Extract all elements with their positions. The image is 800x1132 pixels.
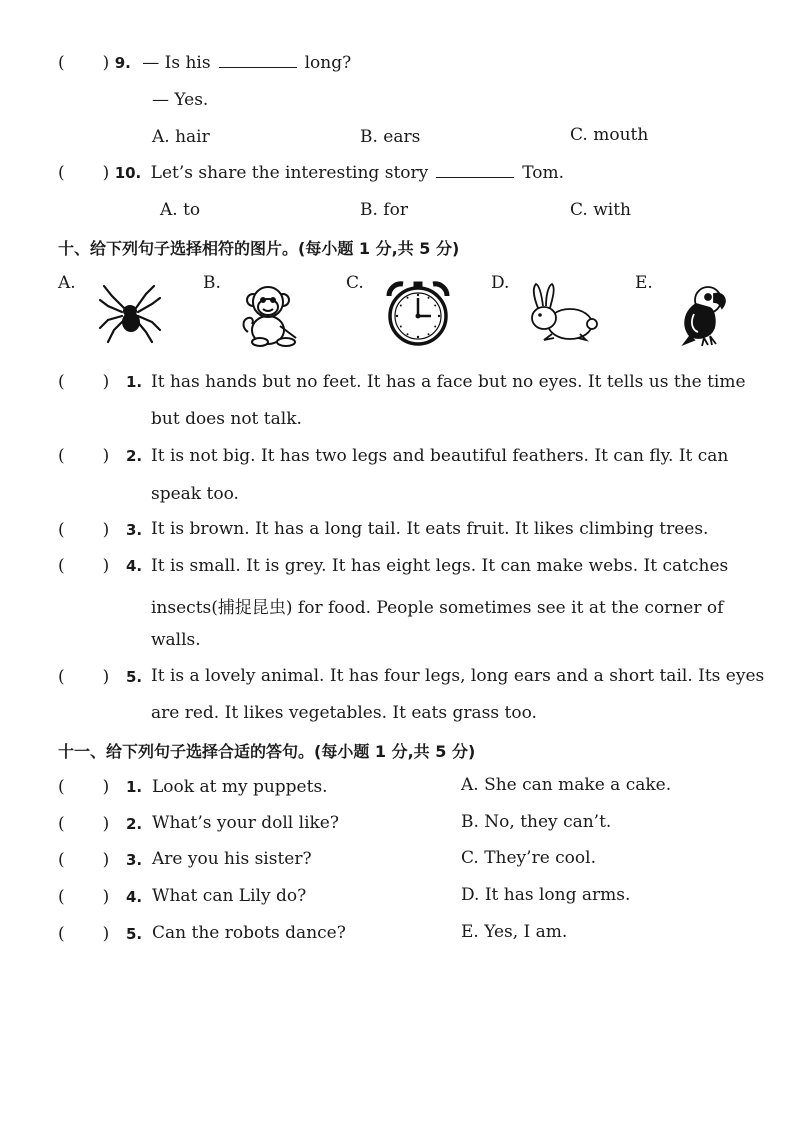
answer-paren-left[interactable]: ( — [58, 777, 65, 797]
answer-paren-left[interactable]: ( — [58, 556, 65, 576]
question-text-before: Let’s share the interesting story — [150, 163, 429, 183]
question-text: Look at my puppets. — [152, 777, 328, 797]
picture-label-e: E. — [635, 273, 653, 293]
parrot-icon — [680, 282, 730, 348]
answer-paren-left[interactable]: ( — [58, 520, 65, 540]
answer-paren-left: ( — [58, 53, 65, 73]
option-c: C. with — [570, 200, 631, 220]
item-text-line-1: It has hands but no feet. It has a face but no eyes. It tells us the time — [151, 372, 746, 392]
item-number: 4. — [126, 557, 143, 575]
question-9 — [58, 53, 351, 73]
picture-label-b: B. — [203, 273, 221, 293]
answer-paren-left[interactable]: ( — [58, 667, 65, 687]
monkey-icon — [240, 280, 306, 348]
question-text-before: — Is his — [142, 53, 211, 73]
answer-paren-left[interactable]: ( — [58, 850, 65, 870]
answer-paren-right: ) — [102, 667, 110, 687]
item-number: 2. — [126, 815, 143, 833]
question-text: What’s your doll like? — [152, 813, 339, 833]
answer-paren-left[interactable]: ( — [58, 887, 65, 907]
answer-paren-left[interactable]: ( — [58, 372, 65, 392]
question-number: 9. — [114, 54, 131, 72]
question-text: What can Lily do? — [152, 886, 307, 906]
option-c: C. mouth — [570, 125, 649, 145]
item-number: 3. — [126, 851, 143, 869]
clock-icon — [383, 280, 453, 346]
answer-option: B. No, they can’t. — [461, 812, 612, 832]
answer-blank[interactable] — [436, 163, 514, 178]
item-number: 3. — [126, 521, 143, 539]
answer-paren-right: ) — [102, 53, 110, 73]
option-a: A. hair — [152, 127, 210, 147]
answer-option: E. Yes, I am. — [461, 922, 568, 942]
answer-paren-right: ) — [102, 814, 110, 834]
option-b: B. ears — [360, 127, 421, 147]
item-number: 2. — [126, 447, 143, 465]
answer-paren-right: ) — [102, 520, 110, 540]
question-text: Are you his sister? — [152, 849, 312, 869]
answer-paren-left[interactable]: ( — [58, 446, 65, 466]
item-text-line-1: It is a lovely animal. It has four legs, long ears and a short tail. Its eyes — [151, 666, 765, 686]
question-text: Can the robots dance? — [152, 923, 346, 943]
item-text-line-1: It is small. It is grey. It has eight legs. It can make webs. It catches — [151, 556, 729, 576]
answer-paren-right: ) — [102, 850, 110, 870]
item-number: 1. — [126, 778, 143, 796]
answer-paren-right: ) — [102, 372, 110, 392]
answer-option: A. She can make a cake. — [461, 775, 672, 795]
item-text-line-2: insects(捕捉昆虫) for food. People sometimes see it at the corner of — [151, 598, 724, 618]
item-text-line-1: It is not big. It has two legs and beautiful feathers. It can fly. It can — [151, 446, 729, 466]
question-text-after: Tom. — [522, 163, 565, 183]
answer-paren-right: ) — [102, 446, 110, 466]
answer-paren-right: ) — [102, 556, 110, 576]
answer-paren-right: ) — [102, 163, 110, 183]
spider-icon — [98, 282, 162, 344]
question-9-reply: — Yes. — [152, 90, 209, 110]
item-number: 1. — [126, 373, 143, 391]
option-b: B. for — [360, 200, 408, 220]
item-number: 5. — [126, 925, 143, 943]
section-10-title: 十、给下列句子选择相符的图片。(每小题 1 分,共 5 分) — [58, 239, 460, 258]
picture-label-a: A. — [58, 273, 76, 293]
item-text-line-2: are red. It likes vegetables. It eats grass too. — [151, 703, 537, 723]
answer-option: C. They’re cool. — [461, 848, 596, 868]
item-text-line-2: but does not talk. — [151, 409, 302, 429]
answer-paren-left: ( — [58, 163, 65, 183]
picture-label-c: C. — [346, 273, 364, 293]
question-10 — [58, 163, 564, 183]
item-text-line-1: It is brown. It has a long tail. It eats fruit. It likes climbing trees. — [151, 519, 709, 539]
answer-paren-left[interactable]: ( — [58, 814, 65, 834]
answer-paren-right: ) — [102, 924, 110, 944]
answer-blank[interactable] — [219, 53, 297, 68]
item-number: 5. — [126, 668, 143, 686]
answer-option: D. It has long arms. — [461, 885, 631, 905]
section-11-title: 十一、给下列句子选择合适的答句。(每小题 1 分,共 5 分) — [58, 742, 476, 761]
option-a: A. to — [160, 200, 201, 220]
picture-label-d: D. — [491, 273, 510, 293]
question-number: 10. — [114, 164, 142, 182]
item-text-line-3: walls. — [151, 630, 201, 650]
rabbit-icon — [524, 282, 602, 344]
answer-paren-left[interactable]: ( — [58, 924, 65, 944]
question-text-after: long? — [304, 53, 352, 73]
answer-paren-right: ) — [102, 887, 110, 907]
item-text-line-2: speak too. — [151, 484, 239, 504]
item-number: 4. — [126, 888, 143, 906]
answer-paren-right: ) — [102, 777, 110, 797]
